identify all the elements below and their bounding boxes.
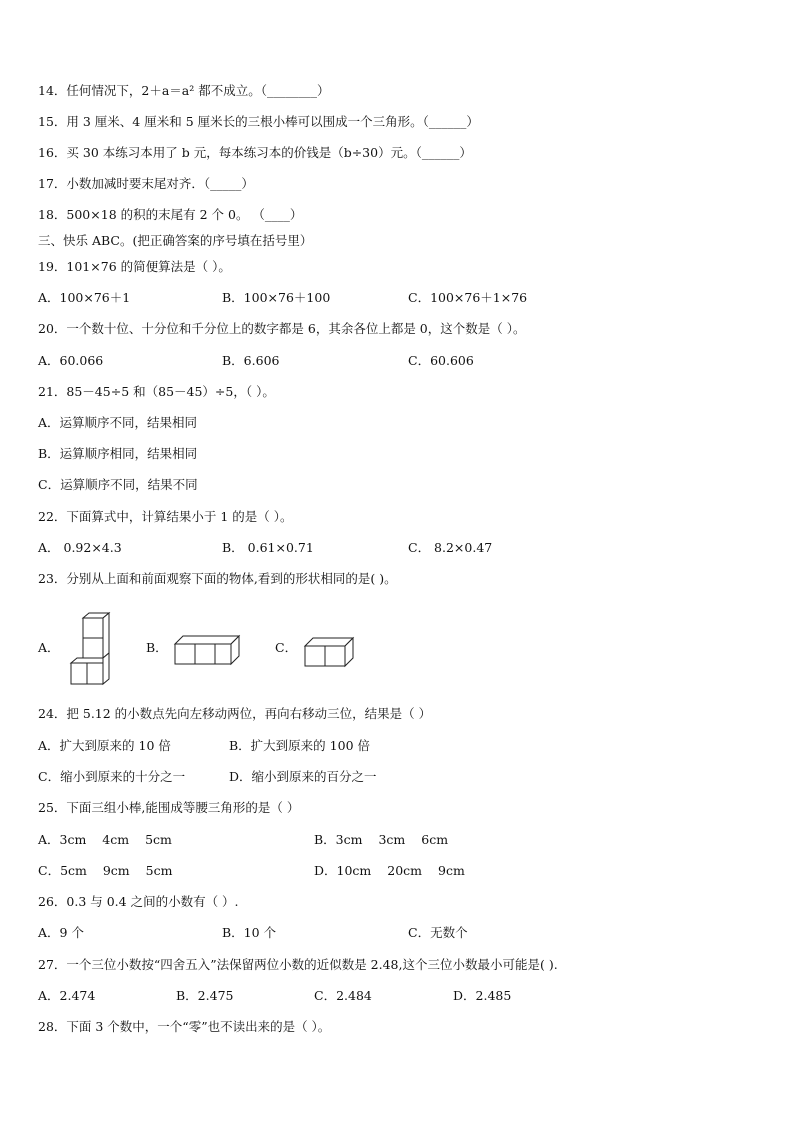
question-16: 16．买 30 本练习本用了 b 元，每本练习本的价钱是（b÷30）元。（______） (38, 145, 472, 160)
question-22: 22．下面算式中，计算结果小于 1 的是（ ）。 (38, 509, 293, 524)
q24-option-a: A．扩大到原来的 10 倍 (38, 738, 171, 753)
q23-option-a-cubes-figure (68, 613, 108, 689)
question-27: 27．一个三位小数按“四舍五入”法保留两位小数的近似数是 2.48,这个三位小数最小可能是( ). (38, 957, 558, 972)
q24-option-d: D．缩小到原来的百分之一 (229, 769, 377, 784)
q23-option-b-cubes-figure (175, 635, 243, 667)
section-3-heading: 三、快乐 ABC。(把正确答案的序号填在括号里） (38, 233, 313, 248)
q20-option-c: C．60.606 (408, 353, 474, 368)
question-20: 20．一个数十位、十分位和千分位上的数字都是 6，其余各位上都是 0，这个数是（ ）。 (38, 321, 526, 336)
q26-option-a: A．9 个 (38, 925, 84, 940)
q27-option-a: A．2.474 (38, 988, 96, 1003)
question-14: 14．任何情况下，2＋a＝a² 都不成立。（________） (38, 83, 330, 98)
q26-option-c: C．无数个 (408, 925, 468, 940)
q19-option-b: B．100×76＋100 (222, 290, 331, 305)
q27-option-b: B．2.475 (176, 988, 234, 1003)
q25-option-a: A．3cm 4cm 5cm (38, 832, 172, 847)
q25-option-c: C．5cm 9cm 5cm (38, 863, 173, 878)
q27-option-d: D．2.485 (453, 988, 512, 1003)
q21-option-c: C．运算顺序不同，结果不同 (38, 477, 198, 492)
question-15: 15．用 3 厘米、4 厘米和 5 厘米长的三根小棒可以围成一个三角形。（______） (38, 114, 479, 129)
q22-option-b: B． 0.61×0.71 (222, 540, 314, 555)
q23-option-a-label: A． (38, 640, 60, 655)
question-17: 17．小数加减时要末尾对齐．（_____） (38, 176, 254, 191)
q24-option-c: C．缩小到原来的十分之一 (38, 769, 186, 784)
question-24: 24．把 5.12 的小数点先向左移动两位，再向右移动三位，结果是（ ） (38, 706, 432, 721)
q23-option-c-label: C． (275, 640, 298, 655)
q23-option-c-cubes-figure (305, 637, 357, 669)
q19-option-a: A．100×76＋1 (38, 290, 131, 305)
q21-option-a: A．运算顺序不同，结果相同 (38, 415, 198, 430)
question-19: 19．101×76 的简便算法是（ ）。 (38, 259, 231, 274)
question-26: 26．0.3 与 0.4 之间的小数有（ ）. (38, 894, 239, 909)
q20-option-a: A．60.066 (38, 353, 104, 368)
q20-option-b: B．6.606 (222, 353, 280, 368)
q21-option-b: B．运算顺序相同，结果相同 (38, 446, 198, 461)
question-18: 18．500×18 的积的末尾有 2 个 0。 （____） (38, 207, 303, 222)
q22-option-a: A． 0.92×4.3 (38, 540, 122, 555)
question-23: 23．分别从上面和前面观察下面的物体,看到的形状相同的是( )。 (38, 571, 397, 586)
q22-option-c: C． 8.2×0.47 (408, 540, 493, 555)
cube-stack-a (71, 613, 109, 684)
question-21: 21．85－45÷5 和（85－45）÷5，（ ）。 (38, 384, 275, 399)
q25-option-d: D．10cm 20cm 9cm (314, 863, 465, 878)
q19-option-c: C．100×76＋1×76 (408, 290, 528, 305)
q23-option-b-label: B． (146, 640, 168, 655)
q25-option-b: B．3cm 3cm 6cm (314, 832, 449, 847)
cube-row-b (175, 636, 239, 664)
q26-option-b: B．10 个 (222, 925, 277, 940)
question-28: 28．下面 3 个数中，一个“零”也不读出来的是（ ）。 (38, 1019, 331, 1034)
q24-option-b: B．扩大到原来的 100 倍 (229, 738, 370, 753)
cube-row-c (305, 638, 353, 666)
question-25: 25．下面三组小棒,能围成等腰三角形的是（ ） (38, 800, 300, 815)
q27-option-c: C．2.484 (314, 988, 372, 1003)
